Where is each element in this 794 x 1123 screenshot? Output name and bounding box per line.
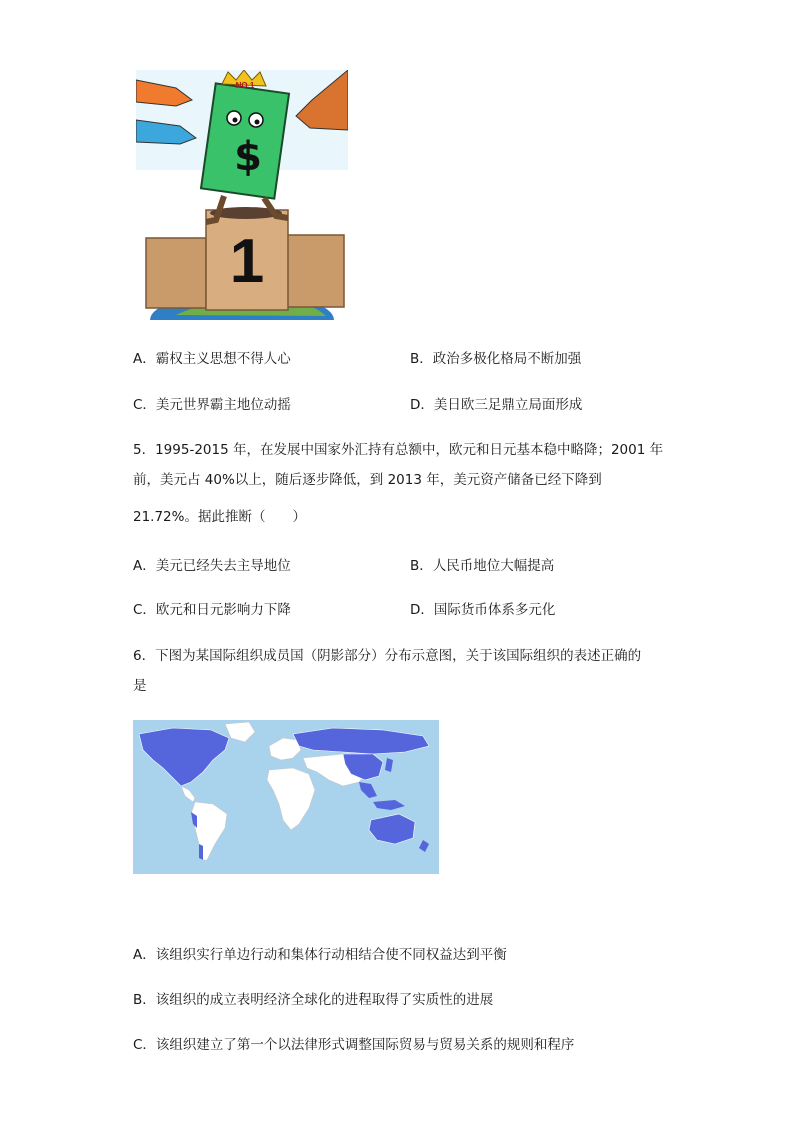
q6-option-c[interactable]: C．该组织建立了第一个以法律形式调整国际贸易与贸易关系的规则和程序 bbox=[133, 1037, 575, 1053]
q6-stem-line-2: 是 bbox=[133, 678, 147, 694]
q5-stem-line-2: 前，美元占 40%以上，随后逐步降低，到 2013 年，美元资产储备已经下降到 bbox=[133, 472, 602, 488]
q4-option-b[interactable]: B．政治多极化格局不断加强 bbox=[410, 351, 582, 367]
dollar-cartoon-illustration bbox=[136, 70, 348, 320]
q5-stem-line-3: 21.72%。据此推断（ ） bbox=[133, 509, 306, 525]
dollar-symbol: $ bbox=[234, 134, 262, 180]
podium-number: 1 bbox=[229, 227, 265, 296]
q5-option-d[interactable]: D．国际货币体系多元化 bbox=[410, 602, 556, 618]
q6-stem-line-1: 6．下图为某国际组织成员国（阴影部分）分布示意图，关于该国际组织的表述正确的 bbox=[133, 648, 642, 664]
q4-option-a[interactable]: A．霸权主义思想不得人心 bbox=[133, 351, 291, 367]
q6-option-a[interactable]: A．该组织实行单边行动和集体行动相结合使不同权益达到平衡 bbox=[133, 947, 507, 963]
q5-option-a[interactable]: A．美元已经失去主导地位 bbox=[133, 558, 291, 574]
q5-stem-line-1: 5．1995-2015 年，在发展中国家外汇持有总额中，欧元和日元基本稳中略降；2001 年 bbox=[133, 442, 664, 458]
q5-option-c[interactable]: C．欧元和日元影响力下降 bbox=[133, 602, 291, 618]
q4-option-c[interactable]: C．美元世界霸主地位动摇 bbox=[133, 397, 291, 413]
crown-badge: NO.1 bbox=[235, 81, 255, 90]
world-map-member-countries bbox=[133, 720, 439, 874]
q4-option-d[interactable]: D．美日欧三足鼎立局面形成 bbox=[410, 397, 583, 413]
q6-option-b[interactable]: B．该组织的成立表明经济全球化的进程取得了实质性的进展 bbox=[133, 992, 494, 1008]
q5-option-b[interactable]: B．人民币地位大幅提高 bbox=[410, 558, 555, 574]
